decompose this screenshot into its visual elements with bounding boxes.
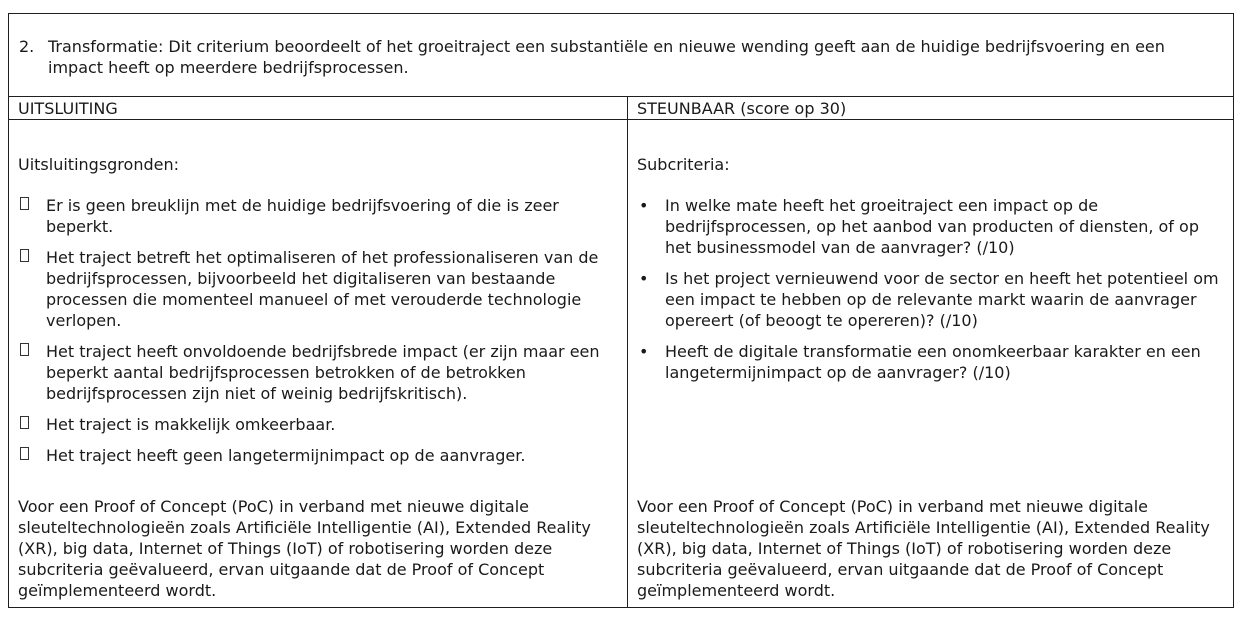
checkbox-bullet-icon [18,414,46,435]
checkbox-bullet-icon [18,195,46,237]
criterion-header-row [9,14,1233,97]
checkbox-bullet-icon [18,341,46,404]
subcriterion-text: Heeft de digitale transformatie een onomkeerbaar karakter en een langetermijnimpact op de aanvrager? (/10) [665,342,1201,382]
list-item [18,195,618,237]
supportable-intro: Subcriteria: [637,155,730,174]
list-item [18,247,618,331]
bullet-icon: • [639,196,649,215]
exclusion-list [18,195,618,476]
subcriterion-text: In welke mate heeft het groeitraject een impact op de bedrijfsprocessen, op het aanbod van producten of diensten, of op het businessmodel van de aanvrager? (/10) [665,196,1199,257]
subcriterion-text: Is het project vernieuwend voor de sector en heeft het potentieel om een impact te hebben op de relevante markt waarin de aanvrager opereert (of beoogt te opereren)? (/10) [665,269,1219,330]
exclusion-column-header: UITSLUITING [18,99,118,118]
supportable-column-header: STEUNBAAR (score op 30) [637,99,847,118]
exclusion-item-text: Er is geen breuklijn met de huidige bedrijfsvoering of die is zeer beperkt. [46,196,559,236]
list-item [18,414,618,435]
bullet-icon: • [639,342,649,361]
criterion-text: Transformatie: Dit criterium beoordeelt of het groeitraject een substantiële en nieuwe wending geeft aan de huidige bedrijfsvoering en een impact heeft op meerdere bedrijfsprocessen. [48,37,1165,77]
exclusion-poc-note: Voor een Proof of Concept (PoC) in verband met nieuwe digitale sleuteltechnologieën zoals Artificiële Intelligentie (AI), Extended Reality (XR), big data, Internet of Things (IoT) of robotisering worden deze subcriteria geëvalueerd, ervan uitgaande dat de Proof of Concept geïmplementeerd wordt. [18,497,591,600]
supportable-poc-note: Voor een Proof of Concept (PoC) in verband met nieuwe digitale sleuteltechnologieën zoals Artificiële Intelligentie (AI), Extended Reality (XR), big data, Internet of Things (IoT) of robotisering worden deze subcriteria geëvalueerd, ervan uitgaande dat de Proof of Concept geïmplementeerd wordt. [637,497,1210,600]
list-item [637,268,1227,331]
list-item [637,341,1227,383]
criteria-table [8,13,1234,608]
subcriteria-list [637,195,1227,393]
column-header-row [9,97,1233,120]
exclusion-item-text: Het traject betreft het optimaliseren of het professionaliseren van de bedrijfsprocessen, bijvoorbeeld het digitaliseren van bestaande processen die momenteel manueel of met verouderde technologie verlopen. [46,248,599,330]
checkbox-bullet-icon [18,445,46,466]
list-item [18,341,618,404]
bullet-icon: • [639,269,649,288]
column-divider [627,97,628,608]
list-item [637,195,1227,258]
exclusion-item-text: Het traject heeft onvoldoende bedrijfsbrede impact (er zijn maar een beperkt aantal bedrijfsprocessen betrokken of de betrokken bedrijfsprocessen zijn niet of weinig bedrijfskritisch). [46,342,600,403]
exclusion-intro: Uitsluitingsgronden: [18,155,179,174]
exclusion-item-text: Het traject is makkelijk omkeerbaar. [46,415,336,434]
criterion-number: 2. [19,37,35,56]
criterion-description [19,36,1219,78]
exclusion-item-text: Het traject heeft geen langetermijnimpact op de aanvrager. [46,446,526,465]
list-item [18,445,618,466]
checkbox-bullet-icon [18,247,46,331]
